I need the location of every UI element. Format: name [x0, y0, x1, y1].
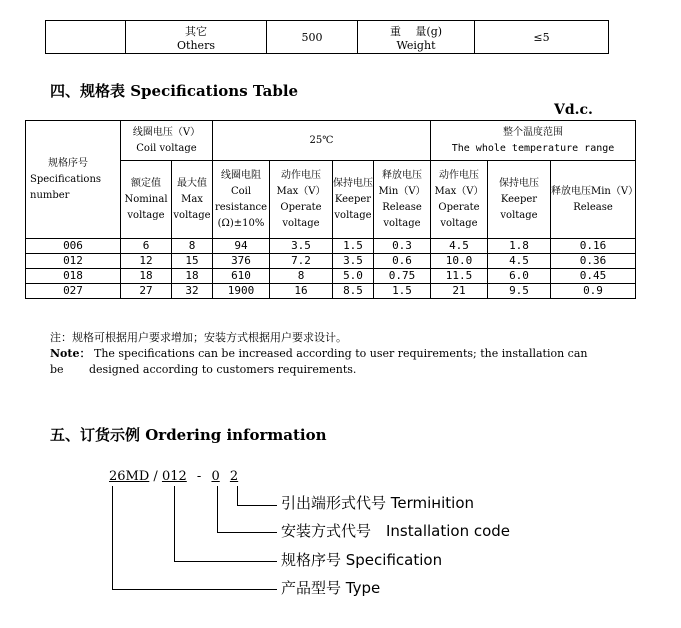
table-cell: 006	[26, 239, 121, 254]
weight-value: ≤5	[475, 21, 609, 54]
connector-spec-h	[174, 561, 277, 562]
col-en: Keeper voltage	[334, 193, 372, 221]
connector-term-v	[237, 486, 238, 506]
table-cell: 6.0	[488, 269, 551, 284]
col-en: Release	[573, 201, 613, 213]
table-cell: 5.0	[333, 269, 374, 284]
table-cell: 9.5	[488, 284, 551, 299]
table-cell: 0.75	[374, 269, 431, 284]
others-weight-table	[45, 20, 609, 54]
col-cn: 释放电压Min（V）	[551, 185, 639, 197]
col-cn: 释放电压	[382, 169, 422, 181]
whole-temp-header	[431, 121, 636, 161]
code-model: 26MD	[109, 469, 150, 484]
code-term: 2	[229, 469, 239, 484]
col-cn: 额定值	[131, 177, 161, 189]
spec-rows	[26, 239, 636, 299]
table-row	[26, 269, 636, 284]
connector-install-v	[217, 486, 218, 533]
table-row	[26, 239, 636, 254]
table-cell: 18	[121, 269, 172, 284]
code-install: 0	[211, 469, 220, 484]
col-operate-whole	[431, 161, 488, 239]
col-en: Keeper voltage	[500, 193, 538, 221]
weight-en: Weight	[396, 38, 436, 52]
table-cell: 376	[213, 254, 270, 269]
col-nominal	[121, 161, 172, 239]
table-cell: 12	[121, 254, 172, 269]
others-value: 500	[267, 21, 358, 54]
section4-heading: 四、规格表 Specifications Table	[50, 82, 299, 100]
table-cell: 15	[172, 254, 213, 269]
blank-cell	[46, 21, 126, 54]
col-en: Coil resistance (Ω)±10%	[214, 185, 268, 229]
col-cn: 最大值	[177, 177, 207, 189]
table-cell: 8	[172, 239, 213, 254]
table-cell: 027	[26, 284, 121, 299]
label-installation: 安装方式代号 Installation code	[281, 522, 511, 540]
connector-install-h	[217, 532, 277, 533]
table-cell: 27	[121, 284, 172, 299]
table-cell: 012	[26, 254, 121, 269]
note-en-label: Note：	[50, 347, 91, 360]
others-label-cell	[126, 21, 267, 54]
table-cell: 3.5	[333, 254, 374, 269]
table-cell: 10.0	[431, 254, 488, 269]
table-cell: 0.36	[551, 254, 636, 269]
spec-header-en: Specifications number	[30, 173, 102, 201]
col-release-25	[374, 161, 431, 239]
section5-heading: 五、订货示例 Ordering information	[50, 426, 327, 444]
table-cell: 1.5	[374, 284, 431, 299]
note-en-2: designed according to customers requirements.	[89, 363, 357, 376]
table-cell: 0.45	[551, 269, 636, 284]
col-en: Nominal voltage	[124, 193, 168, 221]
connector-type-v	[112, 486, 113, 590]
table-cell: 1900	[213, 284, 270, 299]
whole-temp-en: The whole temperature range	[451, 142, 615, 154]
temp-25-header: 25℃	[213, 121, 431, 161]
connector-spec-v	[174, 486, 175, 562]
table-cell: 4.5	[431, 239, 488, 254]
note-cn: 注：规格可根据用户要求增加；安装方式根据用户要求设计。	[50, 331, 347, 344]
col-cn: 线圈电阻	[221, 169, 261, 181]
col-operate-25	[270, 161, 333, 239]
col-keeper-whole	[488, 161, 551, 239]
others-en: Others	[177, 38, 215, 52]
connector-term-h	[237, 505, 277, 506]
coil-voltage-en: Coil voltage	[136, 142, 197, 154]
connector-type-h	[112, 589, 277, 590]
col-release-whole	[551, 161, 639, 239]
code-sep2: -	[196, 469, 202, 484]
col-en: Max voltage	[173, 193, 211, 221]
specifications-table	[25, 120, 639, 299]
table-cell: 8.5	[333, 284, 374, 299]
table-cell: 610	[213, 269, 270, 284]
table-cell: 94	[213, 239, 270, 254]
table-cell: 4.5	[488, 254, 551, 269]
table-cell: 6	[121, 239, 172, 254]
weight-cn: 重 量(g)	[389, 24, 443, 38]
label-termination: 引出端形式代号 Termінition	[281, 494, 475, 512]
table-cell: 0.3	[374, 239, 431, 254]
col-resistance	[213, 161, 270, 239]
table-row	[26, 284, 636, 299]
table-cell: 1.8	[488, 239, 551, 254]
col-en: Max（V）Operate voltage	[434, 185, 484, 229]
table-cell: 16	[270, 284, 333, 299]
col-keeper-25	[333, 161, 374, 239]
col-cn: 保持电压	[499, 177, 539, 189]
table-cell: 3.5	[270, 239, 333, 254]
label-type: 产品型号 Type	[281, 579, 381, 597]
col-cn: 保持电压	[333, 177, 373, 189]
col-en: Min（V）Release voltage	[378, 185, 426, 229]
table-cell: 21	[431, 284, 488, 299]
col-cn: 动作电压	[281, 169, 321, 181]
whole-temp-cn: 整个温度范围	[503, 126, 563, 138]
coil-voltage-cn: 线圈电压（V）	[132, 126, 201, 138]
table-cell: 018	[26, 269, 121, 284]
table-cell: 11.5	[431, 269, 488, 284]
table-row	[26, 254, 636, 269]
note-en-1: The specifications can be increased according to user requirements; the installation can be	[50, 347, 588, 376]
col-max	[172, 161, 213, 239]
col-en: Max（V）Operate voltage	[276, 185, 326, 229]
spec-header	[26, 121, 121, 239]
coil-voltage-header	[121, 121, 213, 161]
col-cn: 动作电压	[439, 169, 479, 181]
weight-label-cell	[358, 21, 475, 54]
code-sep1: /	[153, 469, 158, 484]
unit-label: Vd.c.	[554, 102, 593, 118]
spec-header-cn: 规格序号	[48, 157, 88, 169]
others-cn: 其它	[185, 24, 207, 38]
label-specification: 规格序号 Specification	[281, 551, 443, 569]
table-cell: 0.9	[551, 284, 636, 299]
table-cell: 32	[172, 284, 213, 299]
table-cell: 1.5	[333, 239, 374, 254]
table-cell: 18	[172, 269, 213, 284]
table-cell: 7.2	[270, 254, 333, 269]
table-cell: 8	[270, 269, 333, 284]
ordering-code	[109, 469, 238, 484]
table-cell: 0.6	[374, 254, 431, 269]
table-cell: 0.16	[551, 239, 636, 254]
code-spec: 012	[161, 469, 187, 484]
